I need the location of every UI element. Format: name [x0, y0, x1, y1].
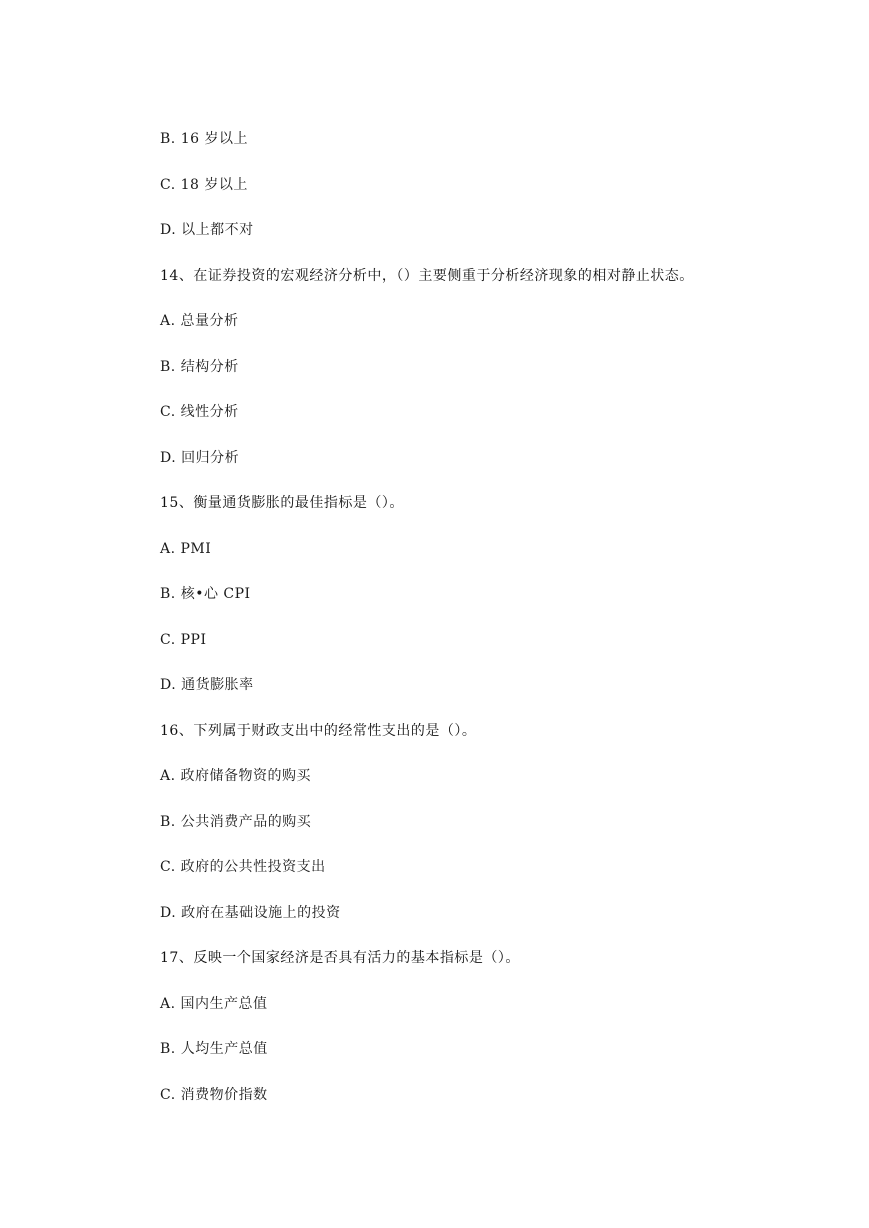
- option-q17-b: B. 人均生产总值: [160, 1041, 268, 1057]
- option-q17-c: C. 消费物价指数: [160, 1087, 268, 1103]
- option-q17-a: A. 国内生产总值: [160, 996, 268, 1012]
- option-q15-b: B. 核•心 CPI: [160, 586, 251, 602]
- option-q13-d: D. 以上都不对: [160, 222, 254, 238]
- option-q14-c: C. 线性分析: [160, 404, 239, 420]
- question-17: 17、反映一个国家经济是否具有活力的基本指标是（）。: [160, 950, 520, 966]
- option-q13-b: B. 16 岁以上: [160, 131, 248, 147]
- question-16: 16、下列属于财政支出中的经常性支出的是（）。: [160, 723, 477, 739]
- option-q14-d: D. 回归分析: [160, 450, 240, 466]
- option-q15-d: D. 通货膨胀率: [160, 677, 254, 693]
- option-q16-b: B. 公共消费产品的购买: [160, 814, 312, 830]
- option-q13-c: C. 18 岁以上: [160, 177, 248, 193]
- option-q14-a: A. 总量分析: [160, 313, 239, 329]
- question-14: 14、在证券投资的宏观经济分析中，（）主要侧重于分析经济现象的相对静止状态。: [160, 268, 694, 284]
- option-q16-c: C. 政府的公共性投资支出: [160, 859, 326, 875]
- option-q16-d: D. 政府在基础设施上的投资: [160, 905, 341, 921]
- option-q15-c: C. PPI: [160, 632, 207, 648]
- question-15: 15、衡量通货膨胀的最佳指标是（）。: [160, 495, 404, 511]
- option-q15-a: A. PMI: [160, 541, 212, 557]
- option-q16-a: A. 政府储备物资的购买: [160, 768, 312, 784]
- option-q14-b: B. 结构分析: [160, 359, 239, 375]
